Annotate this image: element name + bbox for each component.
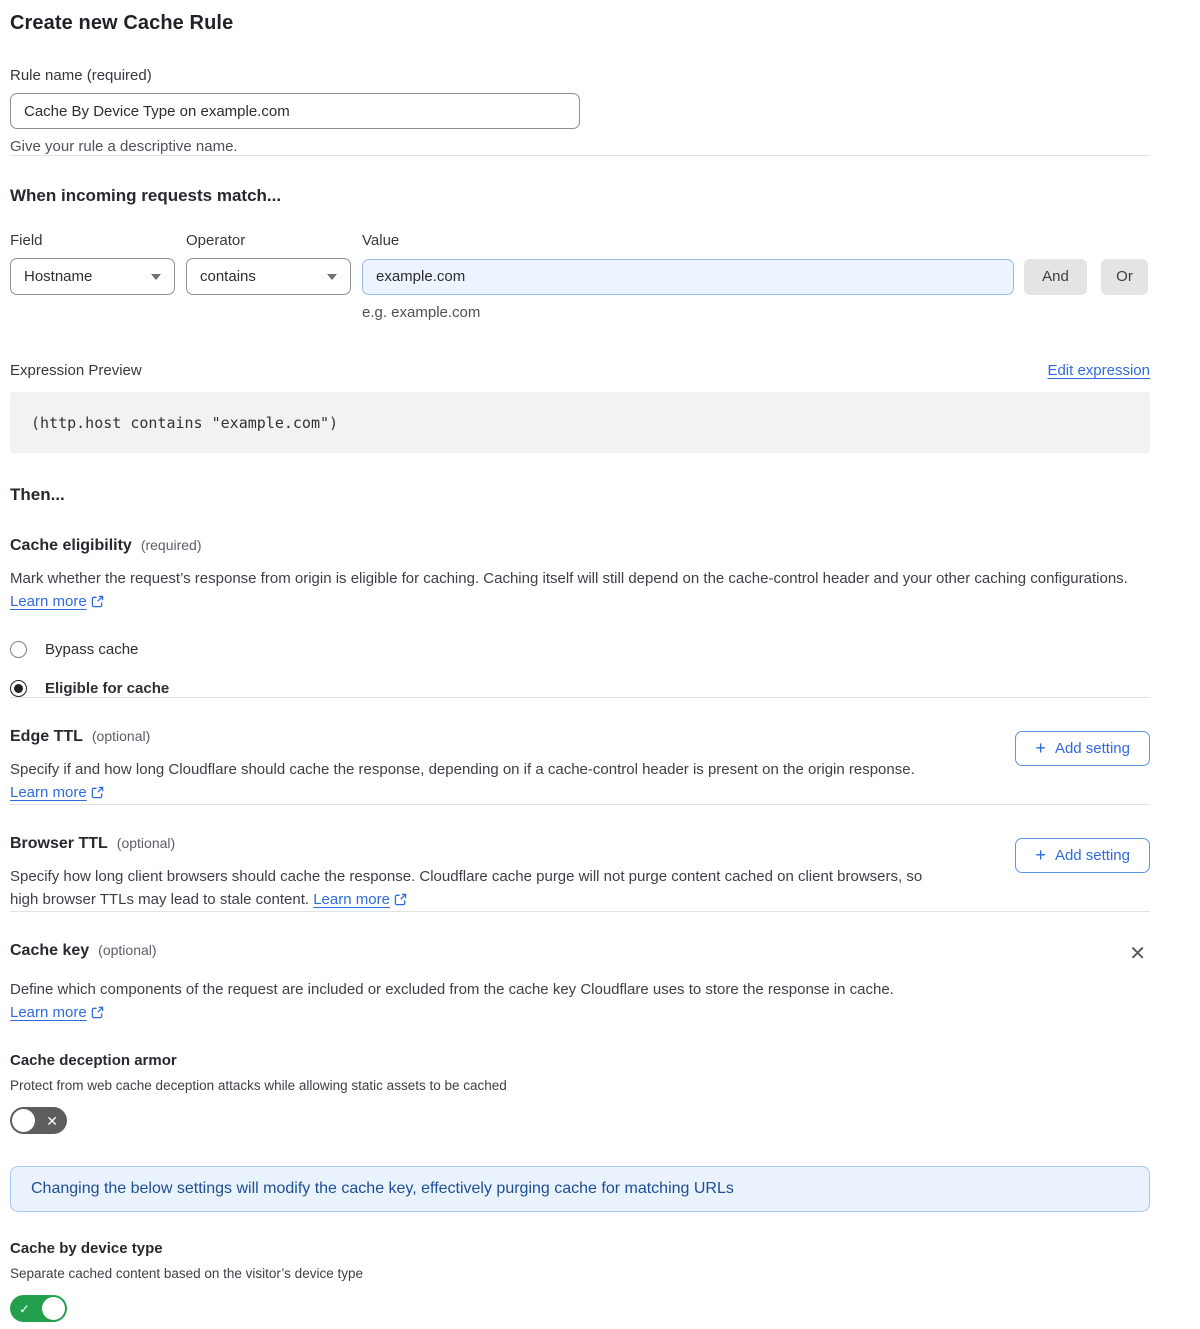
divider <box>10 804 1150 805</box>
learn-more-link[interactable]: Learn more <box>313 888 407 911</box>
browser-ttl-add-setting-button[interactable]: + Add setting <box>1015 838 1150 873</box>
browser-ttl-description: Specify how long client browsers should cache the response. Cloudflare cache purge will not purge content cached on client browsers, so high browser TTLs may lead to stale content. Learn more <box>10 865 930 911</box>
browser-ttl-info <box>10 835 930 911</box>
value-label: Value <box>362 232 400 249</box>
edge-ttl-section <box>10 728 1150 804</box>
field-select-value: Hostname <box>24 268 93 285</box>
chevron-down-icon <box>327 274 337 280</box>
and-button[interactable]: And <box>1024 259 1087 295</box>
cache-key-notice-banner <box>10 1166 1150 1212</box>
operator-select[interactable] <box>186 258 351 295</box>
external-link-icon <box>91 595 104 608</box>
radio-label: Bypass cache <box>45 641 139 658</box>
match-section <box>10 186 1150 321</box>
rule-name-help: Give your rule a descriptive name. <box>10 138 238 155</box>
external-link-icon <box>394 893 407 906</box>
match-column-labels <box>10 232 1150 249</box>
browser-ttl-section <box>10 835 1150 911</box>
rule-name-input[interactable] <box>10 93 580 129</box>
browser-ttl-title: Browser TTL <box>10 835 108 852</box>
plus-icon: + <box>1035 738 1046 758</box>
expression-preview-header <box>10 362 1150 379</box>
cache-by-device-type-title: Cache by device type <box>10 1240 163 1257</box>
cache-eligibility-title: Cache eligibility <box>10 537 132 554</box>
cache-deception-armor-setting <box>10 1052 1150 1139</box>
or-button[interactable]: Or <box>1101 259 1148 295</box>
optional-badge: (optional) <box>98 942 157 958</box>
divider <box>10 155 1150 156</box>
toggle-knob <box>42 1297 65 1320</box>
learn-more-link[interactable]: Learn more <box>10 590 104 613</box>
expression-code-block <box>10 392 1150 453</box>
edge-ttl-info <box>10 728 930 804</box>
operator-label: Operator <box>186 232 246 249</box>
learn-more-link[interactable]: Learn more <box>10 781 104 804</box>
cache-eligibility-description: Mark whether the request’s response from origin is eligible for caching. Caching itself will still depend on the cache-control header and your other caching configurations. Learn more <box>10 567 1130 613</box>
value-input[interactable] <box>362 259 1014 295</box>
edge-ttl-title: Edge TTL <box>10 728 83 745</box>
cache-eligibility-header <box>10 537 1150 555</box>
cache-key-title: Cache key <box>10 942 90 959</box>
radio-option-bypass-cache[interactable] <box>10 641 1150 658</box>
toggle-knob <box>12 1109 35 1132</box>
match-heading: When incoming requests match... <box>10 186 282 205</box>
rule-name-label: Rule name (required) <box>10 67 152 84</box>
edge-ttl-add-setting-button[interactable]: + Add setting <box>1015 731 1150 766</box>
rule-name-section <box>10 67 1150 155</box>
external-link-icon <box>91 786 104 799</box>
cache-by-device-type-description: Separate cached content based on the visitor’s device type <box>10 1266 363 1281</box>
radio-option-eligible-for-cache[interactable] <box>10 680 1150 697</box>
field-label: Field <box>10 232 43 249</box>
edit-expression-link[interactable]: Edit expression <box>1047 362 1150 379</box>
cache-by-device-type-setting <box>10 1240 1150 1327</box>
cache-deception-armor-description: Protect from web cache deception attacks while allowing static assets to be cached <box>10 1078 507 1093</box>
radio-selected-icon[interactable] <box>10 680 27 697</box>
cache-key-description: Define which components of the request are included or excluded from the cache key Cloudflare uses to store the response in cache. Learn more <box>10 978 990 1024</box>
cache-eligibility-section <box>10 537 1150 697</box>
cache-deception-armor-title: Cache deception armor <box>10 1052 177 1069</box>
radio-label: Eligible for cache <box>45 680 170 697</box>
divider <box>10 697 1150 698</box>
edge-ttl-description: Specify if and how long Cloudflare should cache the response, depending on if a cache-control header is present on the origin response. Learn more <box>10 758 930 804</box>
x-icon: ✕ <box>46 1112 58 1129</box>
notice-text: Changing the below settings will modify the cache key, effectively purging cache for matching URLs <box>31 1180 734 1197</box>
then-heading: Then... <box>10 485 65 504</box>
optional-badge: (optional) <box>91 728 151 744</box>
field-select[interactable] <box>10 258 175 295</box>
chevron-down-icon <box>151 274 161 280</box>
learn-more-link[interactable]: Learn more <box>10 1001 104 1024</box>
operator-select-value: contains <box>200 268 256 285</box>
value-help: e.g. example.com <box>362 304 481 321</box>
create-cache-rule-form <box>10 0 1150 1327</box>
check-icon: ✓ <box>19 1301 30 1316</box>
cache-key-section <box>10 942 1150 1327</box>
page-title: Create new Cache Rule <box>10 12 234 34</box>
external-link-icon <box>91 1006 104 1019</box>
required-badge: (required) <box>140 537 202 553</box>
cache-deception-armor-toggle[interactable] <box>10 1107 67 1134</box>
expression-code: (http.host contains "example.com") <box>31 413 339 432</box>
radio-unselected-icon[interactable] <box>10 641 27 658</box>
cache-by-device-type-toggle[interactable] <box>10 1295 67 1322</box>
close-icon[interactable]: ✕ <box>1125 942 1150 966</box>
expression-preview-label: Expression Preview <box>10 362 142 379</box>
plus-icon: + <box>1035 845 1046 865</box>
optional-badge: (optional) <box>116 835 176 851</box>
divider <box>10 911 1150 912</box>
match-controls-row <box>10 258 1150 295</box>
